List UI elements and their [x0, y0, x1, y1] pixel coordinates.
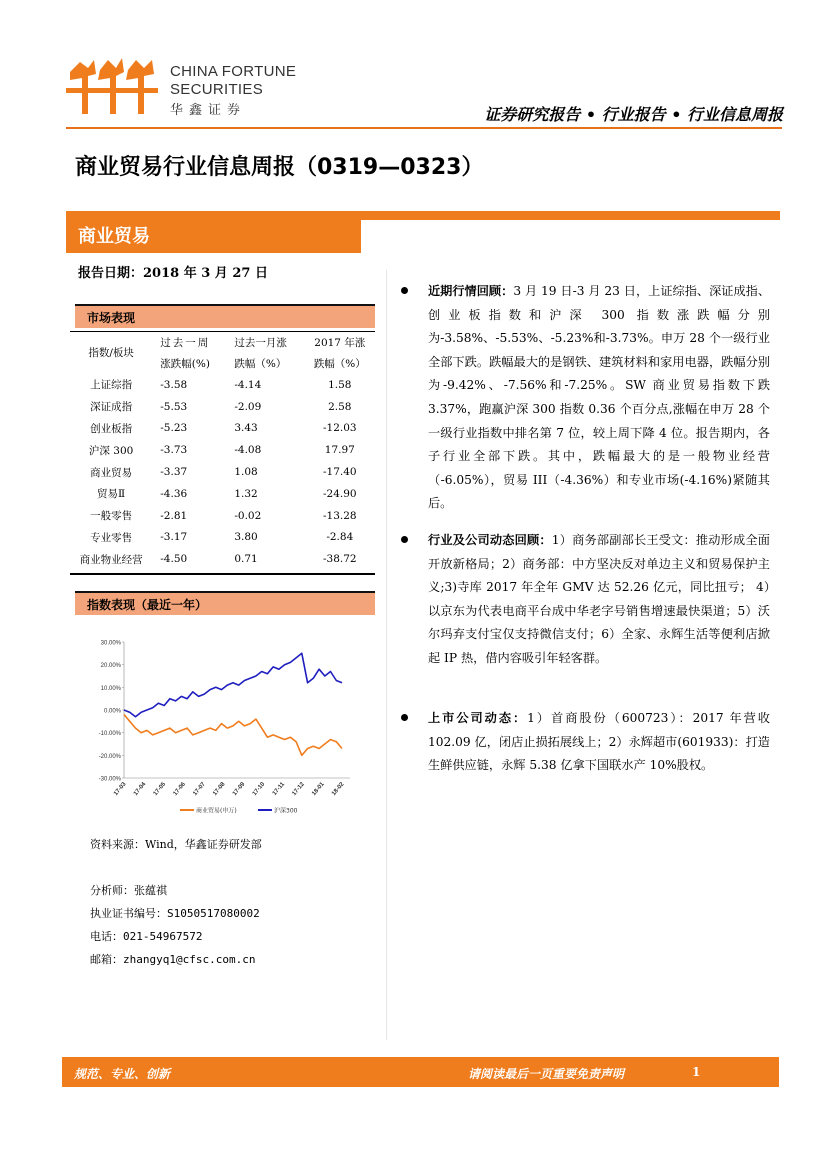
value-cell: -4.08 — [234, 444, 262, 457]
logo-text-cn: 华鑫证券 — [170, 103, 247, 118]
value-cell: -4.14 — [234, 378, 262, 391]
value-cell: 1.32 — [234, 487, 258, 500]
value-cell: 3.80 — [234, 531, 258, 544]
value-cell: -2.09 — [234, 400, 262, 413]
row-label-cell: 贸易Ⅱ — [97, 488, 126, 501]
value-cell: 2.58 — [328, 400, 352, 413]
table-header-cell: 指数/板块 — [88, 347, 134, 359]
value-cell: -0.02 — [234, 509, 262, 522]
table-header-cell: 过去一周 — [160, 337, 211, 349]
bullet-icon — [401, 287, 408, 294]
y-tick-label: -20.00% — [98, 753, 121, 760]
market-table — [70, 332, 375, 570]
value-cell: -38.72 — [323, 553, 357, 566]
series-line — [124, 715, 342, 756]
value-cell: -5.23 — [160, 422, 188, 435]
value-cell: -17.40 — [323, 466, 357, 479]
value-cell: 17.97 — [324, 444, 355, 457]
row-label-cell: 商业物业经营 — [79, 553, 143, 566]
value-cell: -3.17 — [160, 531, 188, 544]
market-heading: 市场表现 — [87, 311, 136, 325]
x-tick-label: 17-06 — [172, 781, 187, 798]
bullet-company-news — [428, 707, 770, 778]
y-tick-label: -30.00% — [98, 776, 121, 783]
y-tick-label: 30.00% — [100, 640, 121, 647]
series-line — [124, 653, 342, 717]
bullet-label: 近期行情回顾： — [428, 284, 514, 298]
value-cell: -13.28 — [323, 509, 357, 522]
table-row — [70, 374, 375, 396]
table-header-cell: 2017 年涨 — [314, 337, 366, 349]
analyst-phone: 电话：021-54967572 — [90, 930, 203, 943]
x-tick-label: 17-07 — [192, 781, 207, 798]
bullet-text: 3 月 19 日-3 月 23 日，上证综指、深证成指、创业板指数和沪深 300 指数涨跌幅分别为-3.58%、-5.53%、-5.23%和-3.73%。申万 28 个一级行业全部下跌。跌幅最大的是钢铁、建筑材料和家用电器，跌幅分别为-9.42%、-7.56%和-7.25%。SW 商业贸易指数下跌 3.37%，跑赢沪深 300 指数 0.36 个百分点,涨幅在申万 28 个一级行业指数中排名第 7 位，较上周下降 4 位。报告期内，各子行业全部下跌。其中，跌幅最大的是一般物业经营（-6.05%），贸易 III（-4.36%）和专业市场(-4.16%)紧随其后。 — [428, 284, 771, 511]
logo-text-en-line1: CHINA FORTUNE — [170, 63, 297, 80]
table-row — [70, 461, 375, 483]
source-note: 资料来源：Wind，华鑫证券研发部 — [90, 838, 262, 851]
y-tick-label: 20.00% — [100, 663, 121, 670]
bullet-label: 行业及公司动态回顾： — [428, 533, 552, 547]
value-cell: 1.58 — [328, 378, 352, 391]
company-logo-icon — [66, 58, 158, 116]
x-tick-label: 17-10 — [251, 781, 267, 798]
x-tick-label: 17-05 — [152, 781, 168, 798]
analyst-email[interactable]: 邮箱：zhangyq1@cfsc.com.cn — [90, 953, 256, 966]
x-tick-label: 18-01 — [311, 781, 326, 798]
y-tick-label: 0.00% — [103, 708, 121, 715]
bullet-industry-news — [428, 529, 770, 671]
row-label-cell: 专业零售 — [90, 531, 133, 544]
table-bottom-rule — [70, 573, 375, 575]
table-row — [70, 548, 375, 570]
value-cell: -3.73 — [160, 444, 188, 457]
index-line-chart — [88, 632, 358, 827]
x-tick-label: 17-09 — [231, 781, 247, 798]
analyst-name: 分析师：张蕴祺 — [90, 884, 167, 897]
bullet-market-review — [428, 280, 770, 516]
value-cell: -24.90 — [323, 487, 357, 500]
footer-slogan: 规范、专业、创新 — [74, 1067, 171, 1081]
column-divider — [386, 270, 387, 1040]
y-tick-label: -10.00% — [98, 731, 121, 738]
bullet-text: 1）商务部副部长王受文：推动形成全面开放新格局；2）商务部：中方坚决反对单边主义和贸易保护主义;3)寺库 2017 年全年 GMV 达 52.26 亿元，同比扭亏； 4）以京东为代表电商平台成中华老字号销售增速最快渠道；5）沃尔玛弃支付宝仅支持微信支付；6）全家、永辉生活等便利店掀起 IP 热，借内容吸引年轻客群。 — [428, 533, 770, 665]
report-category: 证券研究报告 • 行业报告 • 行业信息周报 — [484, 105, 783, 124]
bullet-icon — [401, 714, 408, 721]
page-title: 商业贸易行业信息周报（0319—0323） — [75, 155, 484, 180]
table-row — [70, 483, 375, 505]
x-tick-label: 17-12 — [291, 781, 306, 798]
table-row — [70, 505, 375, 527]
section-title: 商业贸易 — [78, 226, 150, 247]
value-cell: 0.71 — [234, 553, 258, 566]
value-cell: 1.08 — [234, 466, 258, 479]
table-header-cell: 涨跌幅(%) — [160, 358, 210, 370]
row-label-cell: 沪深 300 — [88, 444, 134, 457]
x-tick-label: 17-11 — [271, 781, 287, 797]
table-header-cell: 跌幅（%） — [234, 358, 287, 370]
footer-disclaimer-link[interactable]: 请阅读最后一页重要免责声明 — [468, 1067, 625, 1081]
report-date: 报告日期：2018 年 3 月 27 日 — [78, 266, 268, 281]
value-cell: -2.84 — [326, 531, 354, 544]
row-label-cell: 商业贸易 — [90, 466, 133, 479]
x-tick-label: 17-08 — [212, 781, 227, 798]
bullet-label: 上市公司动态： — [428, 711, 528, 725]
y-tick-label: 10.00% — [100, 685, 121, 692]
index-heading: 指数表现（最近一年） — [87, 598, 208, 612]
header-divider — [66, 127, 782, 129]
row-label-cell: 一般零售 — [90, 510, 133, 523]
table-header-cell: 过去一月涨 — [234, 337, 287, 349]
x-tick-label: 17-04 — [132, 781, 148, 798]
analyst-cert: 执业证书编号：S1050517080002 — [90, 907, 260, 920]
value-cell: -12.03 — [323, 422, 357, 435]
bullet-text: 1）首商股份（600723）：2017 年营收 102.09 亿，闭店止损拓展线上；2）永辉超市(601933)：打造生鲜供应链，永辉 5.38 亿拿下国联水产 10%股权。 — [428, 711, 770, 773]
table-row — [70, 418, 375, 440]
logo-text-en-line2: SECURITIES — [170, 81, 264, 98]
table-header-row — [70, 353, 375, 374]
bullet-icon — [401, 536, 408, 543]
value-cell: -4.50 — [160, 553, 188, 566]
legend-label: 沪深300 — [274, 807, 298, 815]
legend-label: 商业贸易(申万) — [196, 807, 237, 815]
value-cell: -2.81 — [160, 509, 188, 522]
market-heading-bar — [75, 304, 375, 328]
value-cell: -3.37 — [160, 466, 188, 479]
row-label-cell: 上证综指 — [90, 379, 133, 392]
table-header-cell: 跌幅（%） — [313, 358, 366, 370]
x-tick-label: 18-02 — [331, 781, 346, 798]
value-cell: -5.53 — [160, 400, 188, 413]
value-cell: -3.58 — [160, 378, 188, 391]
index-heading-bar — [75, 591, 375, 615]
value-cell: 3.43 — [234, 422, 258, 435]
row-label-cell: 创业板指 — [90, 422, 133, 435]
table-row — [70, 439, 375, 461]
table-row — [70, 527, 375, 549]
page-number: 1 — [692, 1065, 701, 1079]
table-row — [70, 396, 375, 418]
value-cell: -4.36 — [160, 487, 188, 500]
row-label-cell: 深证成指 — [90, 401, 133, 414]
x-tick-label: 17-03 — [113, 781, 128, 798]
